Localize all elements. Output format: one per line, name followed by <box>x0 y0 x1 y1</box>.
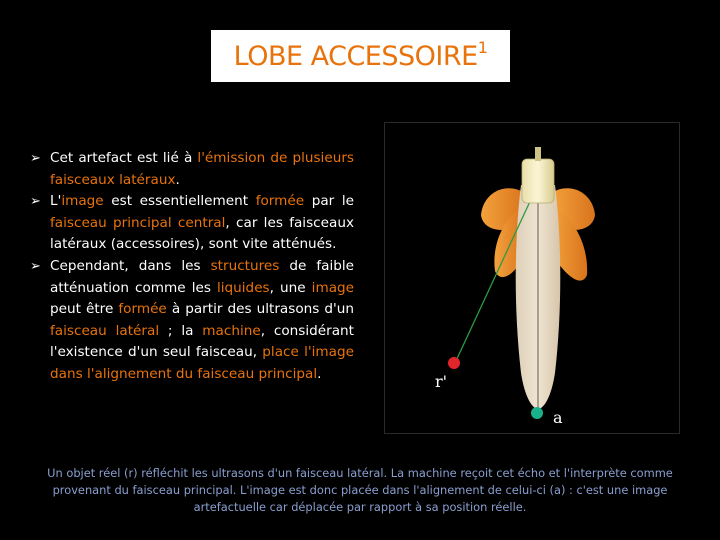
bullet-list <box>30 148 354 386</box>
arrow-bullet-icon: ➢ <box>30 258 41 274</box>
bullet-item-2 <box>30 191 354 256</box>
bullet-highlight: faisceau latéral <box>50 322 160 339</box>
bullet-text: L' <box>50 193 62 210</box>
probe <box>522 159 554 203</box>
side-lobe-diagram <box>385 123 679 433</box>
bullet-text: est essentiellement <box>103 193 256 210</box>
bullet-highlight: structures <box>210 257 280 274</box>
bullet-highlight: image <box>61 193 104 210</box>
arrow-bullet-icon: ➢ <box>30 194 41 210</box>
bullet-text: par le <box>304 193 354 210</box>
bullet-highlight: formée <box>118 301 167 318</box>
bullet-text: ; la <box>159 322 203 339</box>
title-box <box>211 30 510 82</box>
figure-caption: Un objet réel (r) réfléchit les ultrasons d'un faisceau latéral. La machine reçoit cet écho et l'interprète comme provenant du faisceau principal. L'image est donc placée dans l'alignement de celui-ci (a) : c'est une image artefactuelle car déplacée par rapport à sa position réelle. <box>47 466 673 514</box>
label-a: a <box>553 408 563 427</box>
title-main: LOBE ACCESSOIRE <box>233 41 478 72</box>
bullet-item-3 <box>30 256 354 386</box>
bullet-text: Cet artefact est lié à <box>50 150 198 166</box>
bullet-highlight: machine <box>202 322 261 339</box>
bullet-text: à partir des ultrasons d'un <box>166 301 354 318</box>
bullet-text: peut être <box>50 301 119 318</box>
bullet-highlight: faisceau principal central <box>50 214 226 231</box>
artifact-point <box>531 407 543 419</box>
bullet-text: Cependant, dans les <box>50 257 211 274</box>
bullet-highlight: formée <box>255 193 305 210</box>
bullet-text: . <box>317 365 322 382</box>
bullet-text: de faible atténuation comme les <box>50 257 355 296</box>
arrow-bullet-icon: ➢ <box>30 151 41 166</box>
bullet-highlight: image <box>311 279 355 296</box>
real-object-point <box>448 357 460 369</box>
bullet-highlight: place l'image dans l'alignement du faisceau principal <box>50 344 354 382</box>
slide-title <box>234 40 488 72</box>
bullet-highlight: l'émission de plusieurs faisceaux latéraux <box>50 150 354 188</box>
bullet-item-1 <box>30 148 354 191</box>
probe-cable <box>535 147 541 161</box>
bullet-highlight: liquides <box>216 279 270 296</box>
label-r: r' <box>435 372 448 391</box>
bullet-text: , considérant l'existence d'un seul faisceau, <box>50 322 354 361</box>
title-superscript: 1 <box>477 38 488 57</box>
bullet-text: . <box>175 171 180 188</box>
bullet-text: , car les faisceaux latéraux (accessoires), sont vite atténués. <box>50 214 354 253</box>
bullet-text: , une <box>269 279 312 296</box>
side-lobe-figure <box>384 122 680 434</box>
